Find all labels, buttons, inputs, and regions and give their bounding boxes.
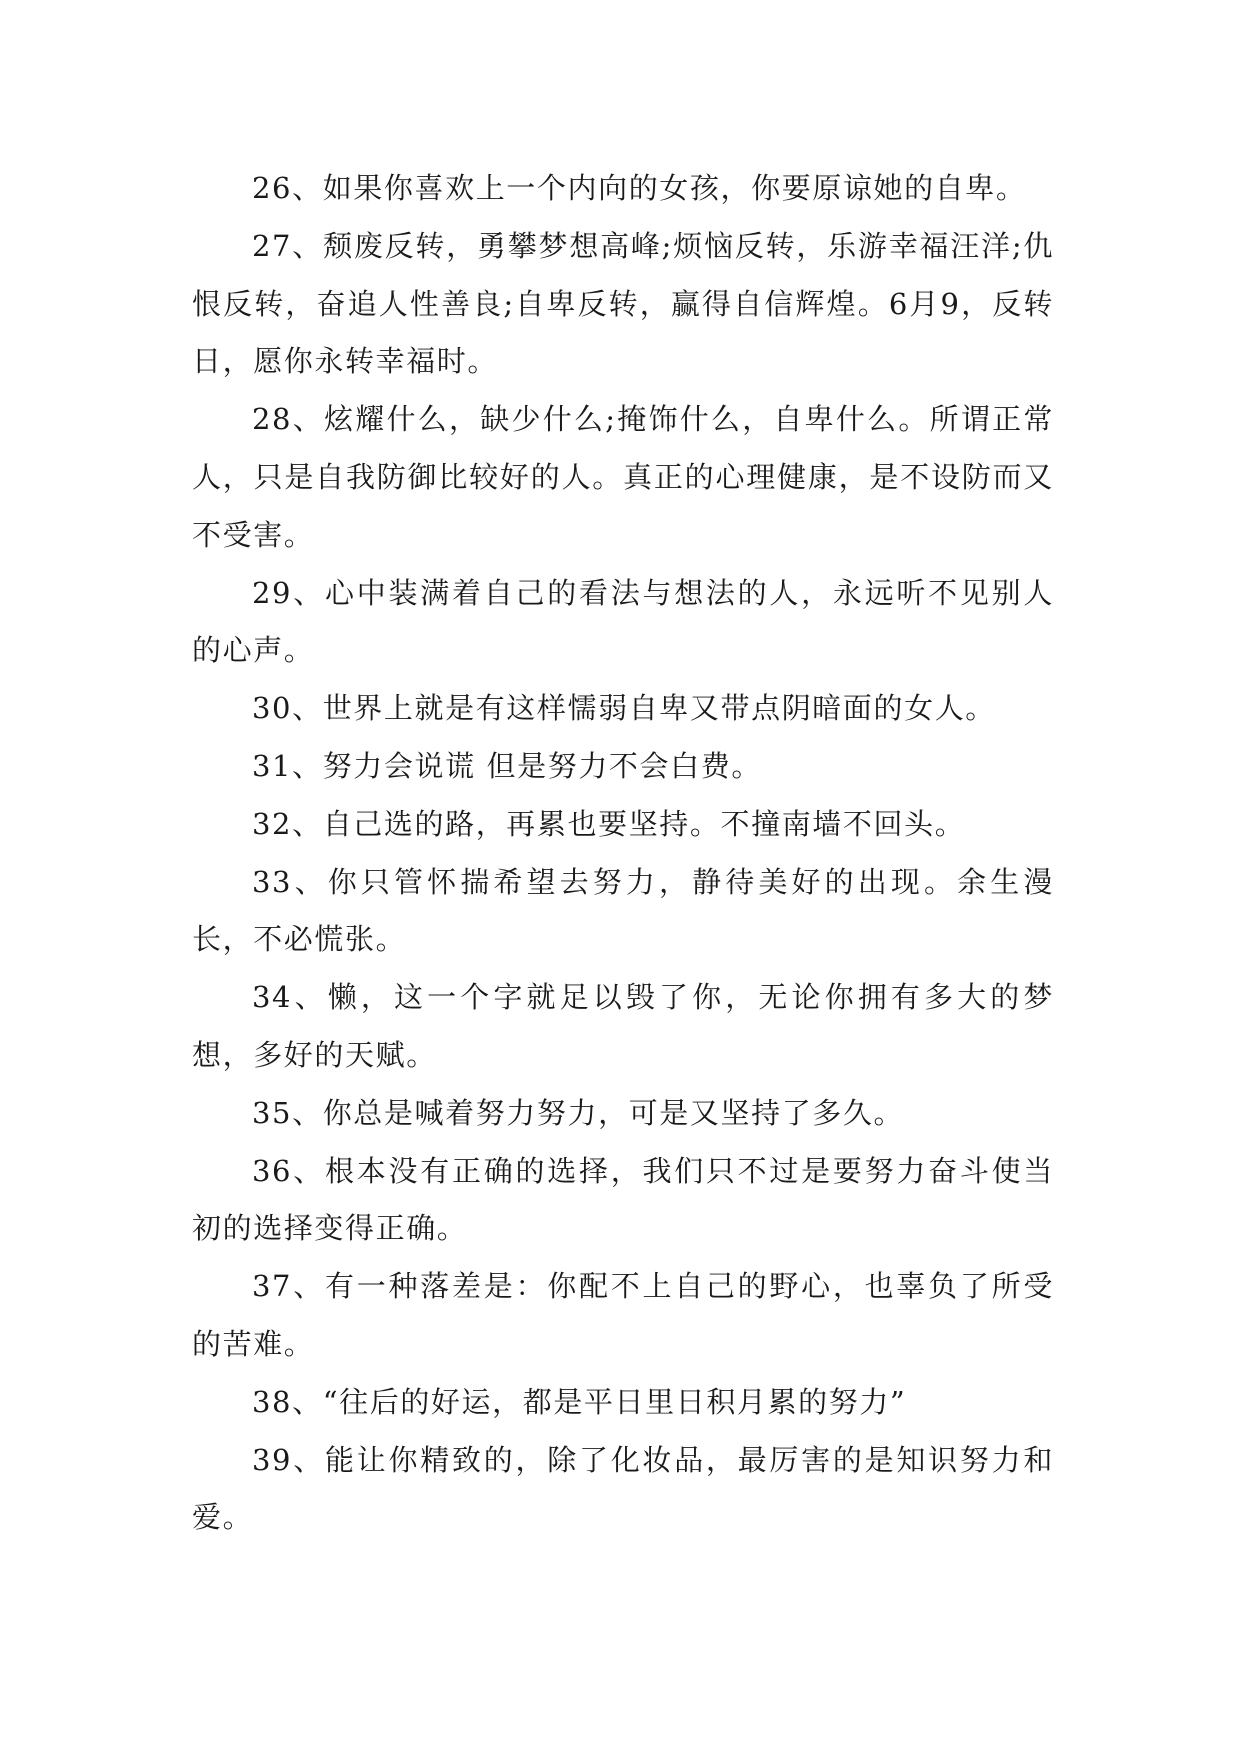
paragraph-39: 39、能让你精致的，除了化妆品，最厉害的是知识努力和爱。 [192, 1442, 1054, 1535]
paragraph-30: 30、世界上就是有这样懦弱自卑又带点阴暗面的女人。 [252, 691, 996, 726]
paragraph-26: 26、如果你喜欢上一个内向的女孩，你要原谅她的自卑。 [252, 171, 1027, 205]
paragraph-37: 37、有一种落差是：你配不上自己的野心，也辜负了所受的苦难。 [192, 1269, 1054, 1361]
paragraph-28: 28、炫耀什么，缺少什么;掩饰什么，自卑什么。所谓正常人，只是自我防御比较好的人。真正的心理健康，是不设防而又不受害。 [192, 402, 1054, 552]
paragraph-29: 29、心中装满着自己的看法与想法的人，永远听不见别人的心声。 [192, 575, 1054, 668]
paragraph-34: 34、懒，这一个字就足以毁了你，无论你拥有多大的梦想，多好的天赋。 [192, 980, 1054, 1072]
paragraph-35: 35、你总是喊着努力努力，可是又坚持了多久。 [252, 1095, 905, 1130]
paragraph-36: 36、根本没有正确的选择，我们只不过是要努力奋斗使当初的选择变得正确。 [192, 1153, 1054, 1246]
paragraph-27: 27、颓废反转，勇攀梦想高峰;烦恼反转，乐游幸福汪洋;仇恨反转，奋追人性善良;自卑反转，赢得自信辉煌。6月9，反转日，愿你永转幸福时。 [192, 228, 1054, 379]
paragraph-33: 33、你只管怀揣希望去努力，静待美好的出现。余生漫长，不必慌张。 [192, 864, 1054, 957]
paragraph-31: 31、努力会说谎 但是努力不会白费。 [252, 748, 762, 783]
paragraph-32: 32、自己选的路，再累也要坚持。不撞南墙不回头。 [252, 806, 966, 841]
document-body [192, 160, 1054, 1547]
paragraph-38: 38、“往后的好运，都是平日里日积月累的努力” [252, 1384, 907, 1419]
